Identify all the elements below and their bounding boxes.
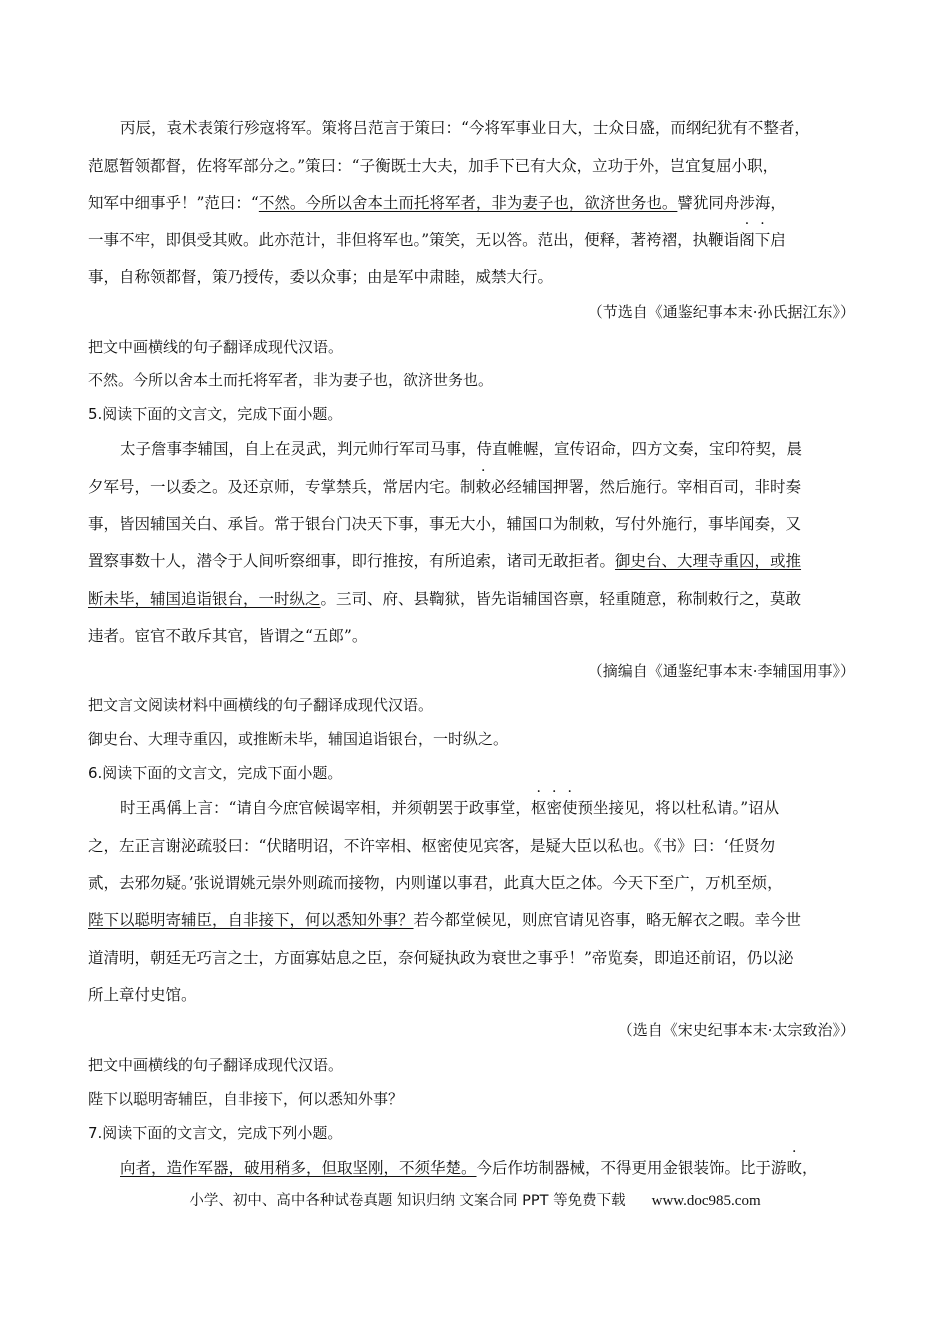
page-footer <box>0 1190 950 1212</box>
passage-line: 知军中细事乎！”范曰：“不然。今所以舍本土而托将军者，非为妻子也，欲济世务也。譬犹同舟涉海， <box>88 194 786 212</box>
underlined-sentence: 向者，造作军器，破用稍多，但取坚刚，不须华楚。 <box>120 1159 477 1177</box>
passage-line: 事，自称领都督，策乃授传，委以众事；由是军中肃睦，威禁大行。 <box>88 268 554 286</box>
emphasis-dot-char: 密 <box>546 799 562 817</box>
underlined-sentence: 御史台、大理寺重囚，或推 <box>615 552 802 570</box>
answer-text: 不然。今所以舍本土而托将军者，非为妻子也，欲济世务也。 <box>88 371 494 389</box>
source-citation: （摘编自《通鉴纪事本末·李辅国用事》） <box>587 662 855 680</box>
emphasis-dot-char: 使 <box>561 799 578 817</box>
passage-line: 范愿暂领都督，佐将军部分之。”策曰：“子衡既士大夫，加手下已有大众，立功于外，岂宜复屈小职， <box>88 157 779 175</box>
footer-site-link[interactable]: www.doc985.com <box>651 1193 761 1209</box>
passage-line: 道清明，朝廷无巧言之士，方面寡姑息之臣，奈何疑执政为衰世之事乎！”帝览奏，即追还前诏，仍以泌 <box>88 949 794 967</box>
question-text: 把文言文阅读材料中画横线的句子翻译成现代汉语。 <box>88 696 434 714</box>
underlined-sentence: 不然。今所以舍本土而托将军者，非为妻子也，欲济世务也。 <box>258 194 678 212</box>
passage-line: 夕军号，一以委之。及还京师，专掌禁兵，常居内宅。制敕必经辅国押署，然后施行。宰相百司，非时奏 <box>88 478 802 496</box>
question-heading: 7.阅读下面的文言文，完成下列小题。 <box>88 1124 343 1142</box>
question-text: 把文中画横线的句子翻译成现代汉语。 <box>88 1056 344 1074</box>
passage-line: 断未毕，辅国追诣银台，一时纵之。三司、府、县鞫狱，皆先诣辅国咨禀，轻重随意，称制敕行之，莫敢 <box>88 590 802 608</box>
emphasis-dot-char: 枢 <box>530 799 547 817</box>
passage-line: 违者。宦官不敢斥其官，皆谓之“五郎”。 <box>88 627 368 645</box>
passage-line: 丙辰，袁术表策行殄寇将军。策将吕范言于策曰：“今将军事业日大，士众日盛，而纲纪犹有不整者， <box>120 119 810 137</box>
passage-line: 陛下以聪明寄辅臣，自非接下，何以悉知外事？若今都堂候见，则庶官请见咨事，略无解衣之暇。幸今世 <box>88 911 802 929</box>
passage-line: 太子詹事李辅国，自上在灵武，判元帅行军司马事，侍直帷幄，宣传诏命，四方文奏，宝印符契，晨 <box>120 440 803 458</box>
passage-line: 向者，造作军器，破用稍多，但取坚刚，不须华楚。今后作坊制器械，不得更用金银装饰。比于游畋， <box>120 1159 818 1177</box>
passage-line: 时王禹偁上言：“请自今庶官候谒宰相，并须朝罢于政事堂，枢密使预坐接见，将以杜私请。”诏从 <box>120 799 780 817</box>
underlined-sentence: 陛下以聪明寄辅臣，自非接下，何以悉知外事？ <box>88 911 414 929</box>
question-text: 把文中画横线的句子翻译成现代汉语。 <box>88 338 344 356</box>
emphasis-dot-char: 下 <box>754 231 771 249</box>
emphasis-dot-char: 畋 <box>786 1159 803 1177</box>
passage-line: 事，皆因辅国关白、承旨。常于银台门决天下事，事无大小，辅国口为制敕，写付外施行，事毕闻奏，又 <box>88 515 802 533</box>
underlined-sentence: 断未毕，辅国追诣银台，一时纵之 <box>88 590 321 608</box>
question-heading: 6.阅读下面的文言文，完成下面小题。 <box>88 764 343 782</box>
passage-line: 贰，去邪勿疑。’张说谓姚元崇外则疏而接物，内则谨以事君，此真大臣之体。今天下至广，万机至烦， <box>88 874 783 892</box>
passage-line: 之，左正言谢泌疏驳曰：“伏睹明诏，不许宰相、枢密使见宾客，是疑大臣以私也。《书》曰：‘任贤勿 <box>88 837 776 855</box>
emphasis-dot-char: 阁 <box>739 231 755 249</box>
emphasis-dot-char: 敕 <box>475 478 492 496</box>
question-heading: 5.阅读下面的文言文，完成下面小题。 <box>88 405 343 423</box>
passage-line: 置察事数十人，潜令于人间听察细事，即行推按，有所追索，诸司无敢拒者。御史台、大理寺重囚，或推 <box>88 552 802 570</box>
source-citation: （节选自《通鉴纪事本末·孙氏据江东》） <box>587 303 855 321</box>
answer-text: 陛下以聪明寄辅臣，自非接下，何以悉知外事？ <box>88 1090 404 1108</box>
answer-text: 御史台、大理寺重囚，或推断未毕，辅国追诣银台，一时纵之。 <box>88 730 509 748</box>
passage-line: 所上章付史馆。 <box>88 986 197 1004</box>
source-citation: （选自《宋史纪事本末·太宗致治》） <box>617 1021 855 1039</box>
footer-text: 小学、初中、高中各种试卷真题 知识归纳 文案合同 PPT 等免费下载 <box>189 1193 626 1209</box>
passage-line: 一事不牢，即俱受其败。此亦范计，非但将军也。”策笑，无以答。范出，便释，著袴褶，执鞭诣阁下启 <box>88 231 786 249</box>
